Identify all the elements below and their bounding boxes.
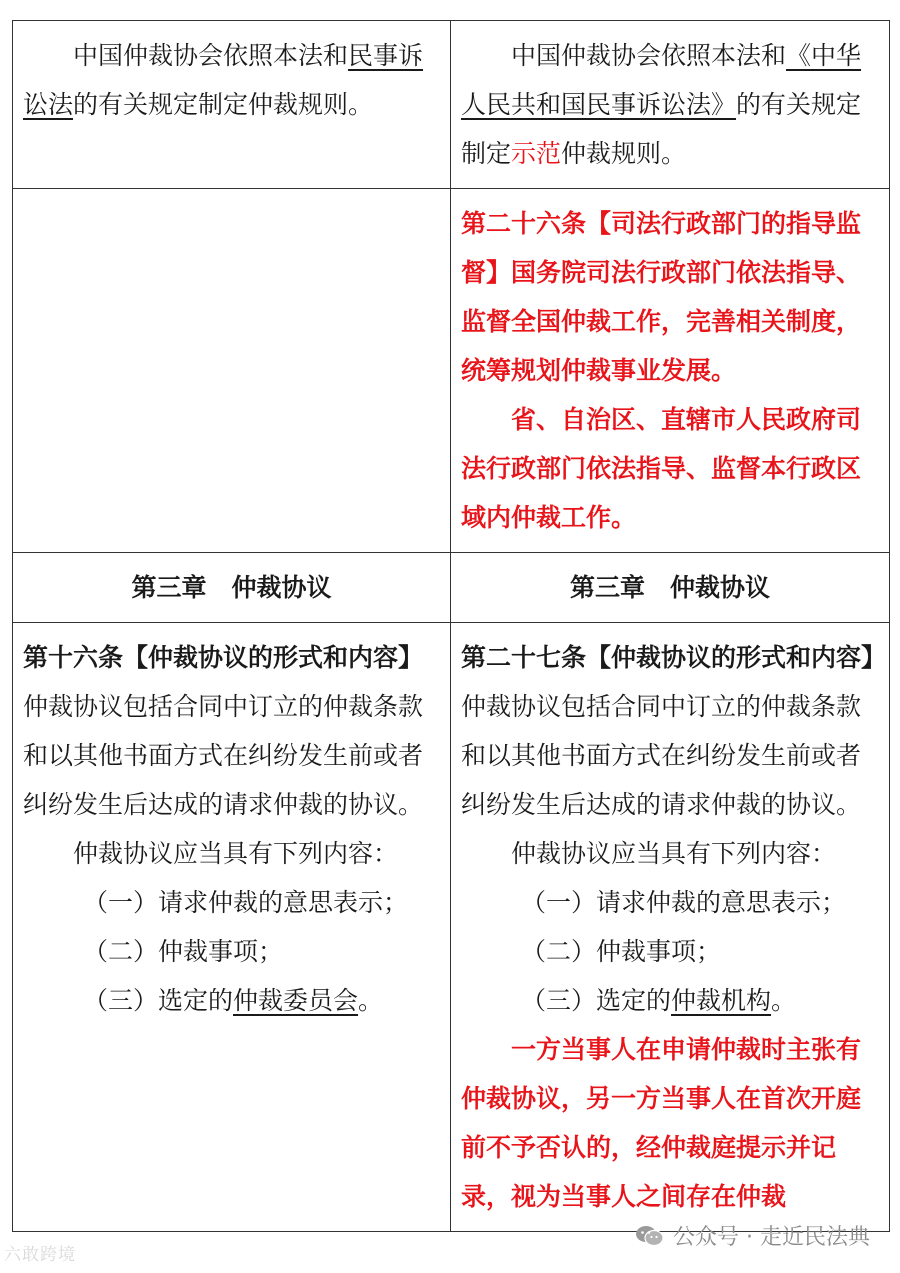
comparison-table [12, 20, 890, 1232]
watermark-left: 六敢跨境 [4, 1245, 76, 1265]
new-law-paragraph [461, 31, 879, 178]
added-paragraph: 一方当事人在申请仲裁时主张有仲裁协议，另一方当事人在首次开庭前不予否认的，经仲裁庭提示并记录，视为当事人之间存在仲裁 [461, 1035, 862, 1211]
underlined-text: 仲裁委员会 [233, 986, 359, 1015]
table-row [13, 623, 890, 1232]
new-law-cell [451, 189, 890, 553]
article-body: 仲裁协议包括合同中订立的仲裁条款和以其他书面方式在纠纷发生前或者纠纷发生后达成的请求仲裁的协议。 [461, 692, 862, 819]
empty-cell [13, 189, 451, 553]
added-text: 示范 [511, 139, 562, 168]
chapter-heading: 第三章 仲裁协议 [451, 553, 890, 623]
table-row [13, 21, 890, 189]
added-article: 第二十六条【司法行政部门的指导监督】国务院司法行政部门依法指导、监督全国仲裁工作，完善相关制度，统筹规划仲裁事业发展。 [461, 209, 862, 385]
old-law-paragraph [23, 31, 440, 129]
watermark-text: 公众号 · 走近民法典 [673, 1225, 870, 1250]
added-article-paragraph: 省、自治区、直辖市人民政府司法行政部门依法指导、监督本行政区域内仲裁工作。 [461, 405, 862, 532]
watermark-right [635, 1220, 870, 1251]
article-paragraph [23, 633, 440, 829]
text-segment: 。 [771, 986, 797, 1015]
list-item: （一）请求仲裁的意思表示； [83, 888, 409, 917]
text-segment: 的有关规定制定仲裁规则。 [73, 90, 374, 119]
list-item: （一）请求仲裁的意思表示； [521, 888, 847, 917]
list-item: （二）仲裁事项； [521, 937, 722, 966]
list-item [461, 976, 879, 1025]
new-law-cell [451, 623, 890, 1232]
underlined-text: 仲裁机构 [671, 986, 772, 1015]
text-segment: 的有关规定制定 [461, 90, 862, 168]
text-segment: （三）选定的 [83, 986, 234, 1015]
article-intro: 仲裁协议应当具有下列内容： [73, 839, 399, 868]
text-segment: 中国仲裁协会依照本法和 [73, 41, 349, 70]
text-segment: 。 [358, 986, 384, 1015]
new-law-cell [451, 21, 890, 189]
text-segment: （三）选定的 [521, 986, 672, 1015]
text-segment: 中国仲裁协会依照本法和 [511, 41, 787, 70]
text-segment: 仲裁规则。 [561, 139, 687, 168]
old-law-cell [13, 21, 451, 189]
article-body: 仲裁协议包括合同中订立的仲裁条款和以其他书面方式在纠纷发生前或者纠纷发生后达成的请求仲裁的协议。 [23, 692, 424, 819]
list-item [23, 976, 440, 1025]
underlined-text: 民事诉讼法 [23, 41, 424, 119]
article-heading: 第十六条【仲裁协议的形式和内容】 [23, 643, 424, 672]
chapter-heading: 第三章 仲裁协议 [13, 553, 451, 623]
table-row [13, 553, 890, 623]
table-row [13, 189, 890, 553]
list-item: （二）仲裁事项； [83, 937, 284, 966]
article-paragraph [461, 633, 887, 829]
article-intro: 仲裁协议应当具有下列内容： [511, 839, 837, 868]
wechat-icon [635, 1224, 665, 1248]
article-heading: 第二十七条【仲裁协议的形式和内容】 [461, 643, 887, 672]
underlined-text: 《中华人民共和国民事诉讼法》 [461, 41, 862, 119]
old-law-cell [13, 623, 451, 1232]
